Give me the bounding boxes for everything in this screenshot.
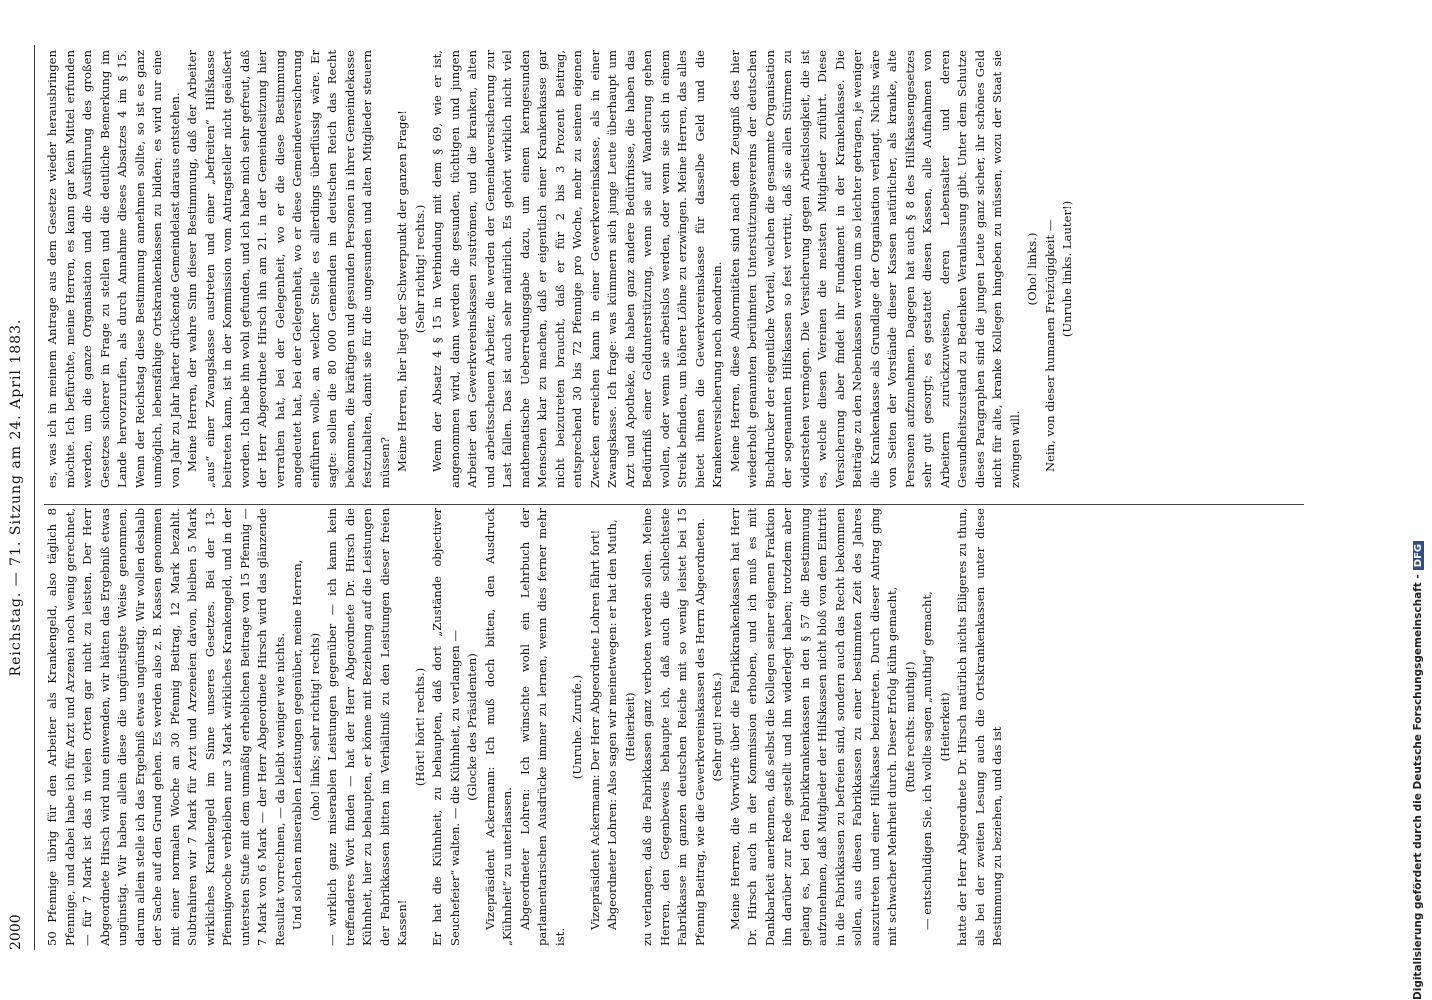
dfg-logo: DFG	[1413, 541, 1424, 570]
speaker-paragraph: Abgeordneter Lohren: Also sagen wir meinetwegen: er hat den Muth,	[605, 519, 619, 930]
paragraph: — entschuldigen Sie, ich wollte sagen „muthig“ gemacht,	[920, 591, 934, 930]
interjection: (oho! links; sehr richtig! rechts)	[307, 632, 322, 822]
interjection: (Heiterkeit)	[622, 692, 637, 762]
paragraph: — wirklich ganz miserablen Leistungen gegenüber — ich kann kein treffenderes Wort finden — hat der Herr Abgeordnete Dr. Hirsch die Kühnheit, hier zu behaupten, er könne mit Beziehung auf die Leistungen der Fabrikkassen bitten im Verhältniß zu den Leistungen dieser freien Kassen!	[325, 508, 409, 946]
speaker-paragraph: Abgeordneter Lohren: Ich wünschte wohl ein Lehrbuch der parlamentarischen Ausdrücke immer zu lernen, wenn dies ferner mehr ist.	[517, 508, 567, 946]
paragraph: 50 Pfennige übrig für den Arbeiter als Krankengeld, also täglich 8 Pfennige, und dabei habe ich für Arzt und Arzenei noch wenig gerechnet, — für 7 Mark ist das in vielen Orten gar nicht zu leisten. Der Herr Abgeordnete Hirsch wird nun einwenden, wir hätten das Ergebniß etwas ungünstig. Wir haben allein diese die ungünstigste Weise genommen, darum allein stelle ich das Ergebniß etwas ungünstig. Wir wollen deshalb der Sache auf den Grund gehen. Es werden also z. B. Kassen genommen mit einer normalen Woche an 30 Pfennig Beitrag, 12 Mark bezahlt. Subtrahiren wir 7 Mark für Arzt und Arzeneien davon, bleiben 5 Mark wirkliches Krankengeld im Sinne unseres Gesetzes. Bei der 13-Pfennigwoche verbleiben nur 3 Mark wirkliches Krankengeld, und in der untersten Stufe mit dem unmäßig erheblichen Beitrage von 15 Pfennig — 7 Mark von 6 Mark — der Herr Abgeordnete Hirsch wird das glänzende Resultat vorrechnen, — da bleibt weniger wie nichts.	[45, 508, 287, 946]
speaker-paragraph: Vizepräsident Ackermann: Ich muß doch bitten, den Ausdruck „Kühnheit“ zu unterlassen.	[482, 508, 514, 946]
running-title: Reichstag. — 71. Sitzung am 24. April 1883.	[8, 318, 24, 677]
interjection: (Heiterkeit)	[937, 692, 952, 762]
paragraph: Meine Herren, hier liegt der Schwerpunkt der ganzen Frage!	[395, 110, 409, 472]
paragraph: Nein, von dieser humanen Freizügigkeit —	[1042, 219, 1057, 472]
interjection: (Glocke des Präsidenten)	[465, 653, 479, 801]
paragraph: es, was ich in meinem Antrage aus dem Gesetze wieder herausbringen möchte. Ich befürchte, meine Herren, es kann gar kein Mittel erfunden werden, um die ganze Organisation und die Ausführung des großen Gesetzes sicherer in Frage zu stellen und die deutliche Bemerkung im Lande hervorzurufen, als durch Annahme dieses Absatzes 4 im § 15. Wenn der Reichstag diese Bestimmung annehmen sollte, so ist es ganz unmöglich, lebensfähige Ortskrankenkassen zu bilden; es wird nur eine von Jahr zu Jahr härter drückende Gemeindelast daraus entstehen.	[45, 50, 182, 488]
interjection: (Unruhe. Zurufe.)	[570, 674, 584, 780]
column-divider	[44, 504, 1304, 505]
speaker-paragraph: Vizepräsident Ackermann: Der Herr Abgeordnete Lohren fährt fort!	[587, 529, 602, 930]
paragraph: Wenn der Absatz 4 § 15 in Verbindung mit dem § 69, wie er ist, angenommen wird, dann werden die gesunden, tüchtigen und jungen Arbeiter den Gewerkvereinskassen zuströmen, und die kranken, alten und arbeitsscheuen Arbeiter, die werden der Gemeindeversicherung zur Last fallen. Das ist auch sehr natürlich. Es gehört wirklich nicht viel mathematische Ueberredungsgabe dazu, um einem kerngesunden Menschen klar zu machen, daß er eigentlich einer Krankenkasse gar nicht beizutreten braucht, daß er für 2 bis 3 Prozent Beitrag, entsprechend 30 bis 72 Pfennige pro Woche, mehr zu seinen eigenen Zwecken erreichen kann in einer Gewerkvereinskasse, als in einer Zwangskasse. Ich frage: was kümmern sich junge Leute überhaupt um Arzt und Apotheke, die haben ganz andere Bedürfnisse, die haben das Bedürfniß einer Geldunterstützung, wenn sie auf Wanderung gehen wollen, oder wenn sie arbeitslos werden, oder wenn sie sich in einem Streik befinden, um höhere Löhne zu erzwingen. Meine Herren, das alles bietet ihnen die Gewerkvereinskasse für dasselbe Geld und die Krankenversicherung noch obendrein.	[430, 50, 724, 488]
paragraph: Und solchen miserablen Leistungen gegenüber, meine Herren,	[290, 559, 304, 930]
header-rule	[34, 45, 35, 950]
watermark-text: Digitalisierung gefördert durch die Deutsche Forschungsgemeinschaft -	[1412, 574, 1424, 1000]
interjection: (Hört! hört! rechts.)	[412, 667, 427, 787]
interjection: (Sehr richtig! rechts.)	[412, 204, 427, 334]
interjection: (Unruhe links. Lauter!)	[1060, 200, 1074, 338]
paragraph: Er hat die Kühnheit, zu behaupten, daß dort „Zustände objectiver Seuchefeier“ walten. — die Kühnheit, zu verlangen —	[430, 508, 462, 946]
interjection: (Oho! links.)	[1025, 232, 1039, 306]
left-column	[44, 508, 1432, 946]
page-number: 2000	[8, 914, 24, 950]
digitization-watermark	[1412, 380, 1430, 1000]
right-column	[44, 50, 1432, 488]
paragraph: hatte der Herr Abgeordnete Dr. Hirsch natürlich nichts Eiligeres zu thun, als bei der zweiten Lesung auch die Ortskrankenkassen unter diese Bestimmung zu beziehen, und das ist	[955, 508, 1004, 946]
paragraph: Meine Herren, die Vorwürfe über die Fabrikkrankenkassen hat Herr Dr. Hirsch auch in der Kommission erhoben, und ich muß es mit Dankbarkeit anerkennen, daß selbst die Kollegen seiner eigenen Fraktion ihn darüber zur Rede gestellt und ihn widerlegt haben; trotzdem aber gelang es, bei den Fabrikkrankenkassen in den § 57 die Bestimmung aufzunehmen, daß Mitglieder der Hilfskassen nicht bloß von dem Eintritt in die Fabrikkassen zu befreien sind, sondern auch das Recht bekommen sollen, aus diesen Fabrikkassen zu einer bestimmten Zeit des Jahres auszutreten und einer Hilfskasse beizutreten. Durch dieser Antrag ging mit schwacher Mehrheit durch. Dieser Erfolg kühn gemacht,	[727, 508, 899, 946]
interjection: (Sehr gut! rechts.)	[710, 672, 724, 782]
paragraph: zu verlangen, daß die Fabrikkassen ganz verboten werden sollen. Meine Herren, den Gegenbeweis behaupte ich, daß auch die schlechteste Fabrikkasse im ganzen deutschen Reiche mit so wenig leistet bei 15 Pfennig Beitrag, wie die Gewerkvereinskassen des Herrn Abgeordneten.	[640, 508, 707, 946]
paragraph: Meine Herren, diese Abnormitäten sind nach dem Zeugniß des hier wiederholt genannten berühmten Unterstützungsvereins der deutschen Buchdrucker der eigentliche Vorteil, welchen die gesammte Organisation der sogenannten Hilfskassen so fest vertritt, daß sie allen Stürmen zu widerstehen vermögen. Die Versicherung gegen Arbeitslosigkeit, die ist es, welche diesen Vereinen die meisten Mitglieder zuführt. Diese Versicherung aber findet ihr Fundament in der Krankenkasse. Die Beiträge zu den Nebenkassen werden um so leichter getragen, je weniger die Krankenkasse als Grundlage der Organisation verlangt. Nichts wäre von Seiten der Vorstände dieser Kassen natürlicher, als kranke, alte Personen aufzunehmen. Dagegen hat auch § 8 des Hilfskassengesetzes sehr gut gesorgt; es gestattet diesen Kassen, alle Aufnahmen von Arbeitern zurückzuweisen, deren Lebensalter und deren Gesundheitszustand zu Bedenken Veranlassung gibt. Unter dem Schutze dieses Paragraphen sind die jungen Leute ganz sicher, ihr schönes Geld nicht für alte, kranke Kollegen hingeben zu müssen, wozu der Staat sie zwingen will.	[727, 50, 1022, 488]
paragraph: Meine Herren, der wahre Sinn dieser Bestimmung, daß der Arbeiter „aus“ einer Zwangskasse austreten und einer „befreiten“ Hilfskasse beitreten kann, ist in der Kommission vom Antragsteller nicht geäußert worden. Ich habe ihn wohl gefunden, und ich habe mich sehr gefreut, daß der Herr Abgeordnete Hirsch ihn am 21. in der Gemeindesitzung hier verrathen hat, bei der Gelegenheit, wo er die diese Bestimmung angedeutet hat, bei der Gelegenheit, wo er diese Gemeindeversicherung einführen wolle, an welcher Stelle es allerdings überflüssig wäre. Er sagte: sollen die 80 000 Gemeinden im deutschen Reich das Recht bekommen, die kräftigen und gesunden Personen in ihrer Gemeindekasse festzuhalten, damit sie für die ungesunden und alten Mitglieder steuern müssen?	[185, 50, 392, 488]
interjection: (Rufe rechts: muthig!)	[902, 661, 917, 793]
